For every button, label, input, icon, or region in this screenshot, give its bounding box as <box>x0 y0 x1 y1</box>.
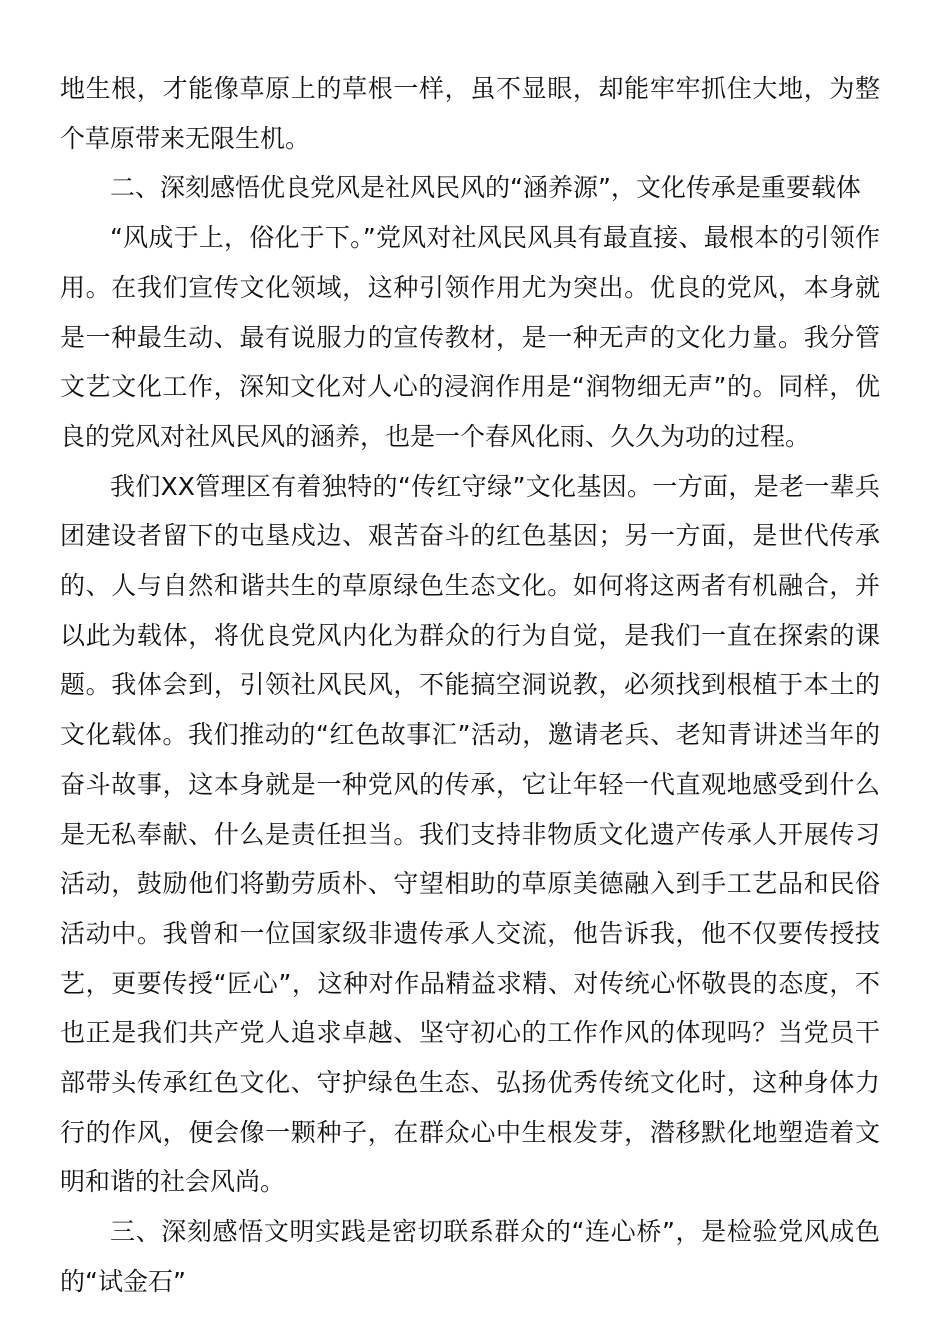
paragraph-culture-gene: 我们XX管理区有着独特的“传红守绿”文化基因。一方面，是老一辈兵团建设者留下的屯垦戍边、艰苦奋斗的红色基因；另一方面，是世代传承的、人与自然和谐共生的草原绿色生态文化。如何将这两者有机融合，并以此为载体，将优良党风内化为群众的行为自觉，是我们一直在探索的课题。我体会到，引领社风民风，不能搞空洞说教，必须找到根植于本土的文化载体。我们推动的“红色故事汇”活动，邀请老兵、老知青讲述当年的奋斗故事，这本身就是一种党风的传承，它让年轻一代直观地感受到什么是无私奉献、什么是责任担当。我们支持非物质文化遗产传承人开展传习活动，鼓励他们将勤劳质朴、守望相助的草原美德融入到手工艺品和民俗活动中。我曾和一位国家级非遗传承人交流，他告诉我，他不仅要传授技艺，更要传授“匠心”，这种对作品精益求精、对传统心怀敬畏的态度，不也正是我们共产党人追求卓越、坚守初心的工作作风的体现吗？当党员干部带头传承红色文化、守护绿色生态、弘扬优秀传统文化时，这种身体力行的作风，便会像一颗种子，在群众心中生根发芽，潜移默化地塑造着文明和谐的社会风尚。 <box>60 471 880 1197</box>
paragraph-party-style: “风成于上，俗化于下。”党风对社风民风具有最直接、最根本的引领作用。在我们宣传文化领域，这种引领作用尤为突出。优良的党风，本身就是一种最生动、最有说服力的宣传教材，是一种无声的文化力量。我分管文艺文化工作，深知文化对人心的浸润作用是“润物细无声”的。同样，优良的党风对社风民风的涵养，也是一个春风化雨、久久为功的过程。 <box>60 223 880 451</box>
document-page <box>60 64 880 1307</box>
section-heading-two: 二、深刻感悟优良党风是社风民风的“涵养源”，文化传承是重要载体 <box>110 173 861 203</box>
paragraph-continuation: 地生根，才能像草原上的草根一样，虽不显眼，却能牢牢抓住大地，为整个草原带来无限生机。 <box>60 74 880 153</box>
section-heading-three: 三、深刻感悟文明实践是密切联系群众的“连心桥”，是检验党风成色的“试金石” <box>60 1217 880 1296</box>
